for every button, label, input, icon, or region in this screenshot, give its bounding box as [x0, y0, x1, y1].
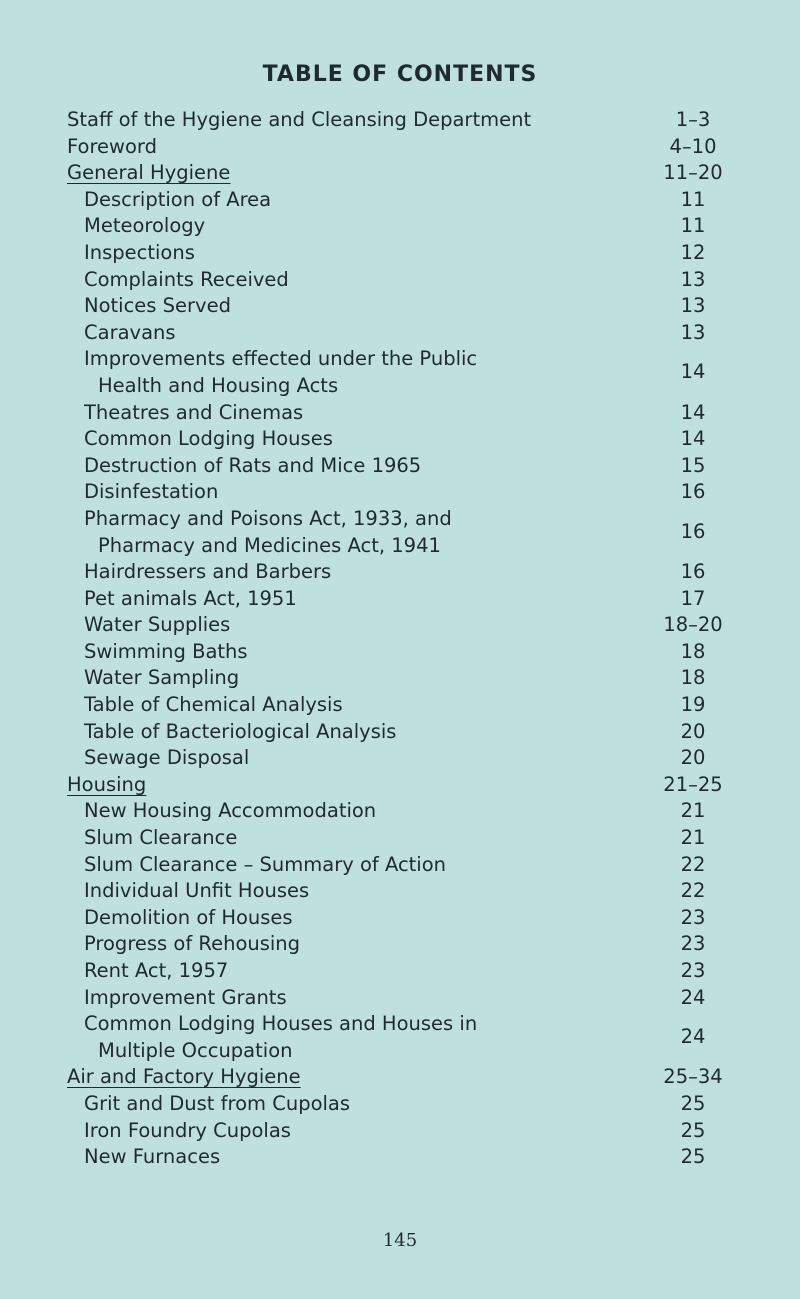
- toc-page-number: 12: [680, 240, 706, 264]
- toc-page-number: 18: [680, 666, 706, 690]
- toc-entry: [0, 931, 800, 958]
- toc-page-number: 13: [680, 320, 706, 344]
- toc-entry-title: [84, 293, 231, 320]
- toc-entry: [0, 1144, 800, 1171]
- toc-entry-label: General Hygiene: [67, 161, 231, 185]
- toc-entry-title: [84, 719, 396, 746]
- toc-entry-label: Housing: [67, 772, 147, 796]
- toc-entry-title: [84, 187, 271, 214]
- toc-page-number: 23: [680, 905, 706, 929]
- toc-entry: [0, 320, 800, 347]
- toc-entry: [0, 692, 800, 719]
- toc-entry: [0, 958, 800, 985]
- toc-page-number: 14: [680, 427, 706, 451]
- toc-entry-label: Table of Bacteriological Analysis: [84, 719, 397, 743]
- toc-entry: [0, 267, 800, 294]
- toc-page-number: 25–34: [663, 1065, 723, 1089]
- toc-entry: [0, 639, 800, 666]
- toc-entry: [0, 1064, 800, 1091]
- toc-entry-title: [84, 905, 293, 932]
- toc-page-number: 25: [680, 1145, 706, 1169]
- toc-page-number: 20: [680, 719, 706, 743]
- toc-page-number: 11: [680, 214, 706, 238]
- toc-entry-label: Staff of the Hygiene and Cleansing Department: [67, 108, 532, 131]
- toc-page-number: 21: [680, 799, 706, 823]
- toc-page-number: 21: [680, 826, 706, 850]
- toc-entry-label: Improvement Grants: [84, 985, 287, 1009]
- toc-page-number: 11–20: [663, 161, 723, 185]
- toc-page-number: 1–3: [675, 108, 711, 131]
- toc-entry-label: Inspections: [84, 240, 195, 264]
- toc-page-number: 18–20: [663, 613, 723, 637]
- toc-entry-title: [84, 506, 452, 559]
- toc-entry-title: [84, 1011, 477, 1064]
- toc-entry: [0, 878, 800, 905]
- toc-page-number: 17: [680, 586, 706, 610]
- toc-page-number: 16: [680, 560, 706, 584]
- toc-entry-label: Individual Unfit Houses: [84, 879, 310, 903]
- toc-entry-title: [84, 559, 331, 586]
- toc-entry-title: [84, 612, 230, 639]
- toc-entry-label: Improvements effected under the Public: [84, 347, 478, 371]
- toc-entry-label: Table of Chemical Analysis: [84, 693, 343, 717]
- toc-entry-title: [84, 825, 237, 852]
- toc-entry-title: [84, 958, 228, 985]
- toc-entry: [0, 665, 800, 692]
- toc-entry: [0, 905, 800, 932]
- toc-entry-title: [84, 453, 421, 480]
- toc-entry-title: [84, 878, 309, 905]
- toc-page-number: 22: [680, 852, 706, 876]
- toc-page-number: 20: [680, 746, 706, 770]
- toc-entry-title: [84, 320, 176, 347]
- toc-entry: [0, 240, 800, 267]
- toc-entry-label: Swimming Baths: [84, 639, 248, 663]
- toc-page-number: 16: [680, 480, 706, 504]
- toc-entry: [0, 745, 800, 772]
- toc-page-number: 25: [680, 1118, 706, 1142]
- toc-entry: [0, 586, 800, 613]
- toc-entry-title: [84, 586, 297, 613]
- toc-page-number: 13: [680, 267, 706, 291]
- toc-entry-continuation: Pharmacy and Medicines Act, 1941: [98, 533, 441, 557]
- toc-entry-label: Caravans: [84, 320, 176, 344]
- toc-page-number: 4–10: [669, 134, 717, 158]
- toc-page-number: 23: [680, 932, 706, 956]
- toc-entry: [0, 160, 800, 187]
- toc-entry: [0, 426, 800, 453]
- toc-entry-label: Water Supplies: [84, 613, 231, 637]
- toc-entry-continuation: Multiple Occupation: [98, 1038, 293, 1062]
- toc-entry-label: Foreword: [67, 134, 157, 158]
- toc-entry: [0, 612, 800, 639]
- toc-entry: [0, 187, 800, 214]
- toc-page-number: 24: [680, 985, 706, 1009]
- section-heading: [67, 160, 230, 187]
- toc-entry-label: Pet animals Act, 1951: [84, 586, 297, 610]
- toc-entry-label: Pharmacy and Poisons Act, 1933, and: [84, 506, 452, 530]
- toc-entry: [0, 559, 800, 586]
- toc-entry-title: [84, 692, 343, 719]
- toc-entry: [0, 798, 800, 825]
- toc-entry: [0, 1118, 800, 1145]
- toc-entry: [0, 852, 800, 879]
- toc-page-number: 18: [680, 639, 706, 663]
- toc-page-number: 22: [680, 879, 706, 903]
- toc-page-number: 24: [680, 1025, 706, 1049]
- toc-page-number: 15: [680, 453, 706, 477]
- toc-entry: [0, 293, 800, 320]
- toc-entry-label: Hairdressers and Barbers: [84, 560, 332, 584]
- toc-entry: [0, 213, 800, 240]
- toc-entry-label: Progress of Rehousing: [84, 932, 301, 956]
- toc-page-number: 23: [680, 959, 706, 982]
- table-of-contents: [0, 107, 800, 1171]
- toc-entry-label: Destruction of Rats and Mice 1965: [84, 453, 422, 477]
- toc-entry: [0, 453, 800, 480]
- toc-entry-label: New Housing Accommodation: [84, 799, 377, 823]
- toc-entry-label: Meteorology: [84, 214, 206, 238]
- toc-entry-title: [84, 213, 205, 240]
- toc-entry-title: [84, 1144, 220, 1171]
- page-number: 145: [382, 1230, 418, 1251]
- toc-entry-title: [84, 1118, 291, 1145]
- toc-entry-title: [67, 107, 531, 134]
- toc-page-number: 13: [680, 294, 706, 318]
- toc-entry-label: Common Lodging Houses and Houses in: [84, 1012, 478, 1036]
- toc-entry-label: Theatres and Cinemas: [84, 400, 304, 424]
- toc-entry: [0, 479, 800, 506]
- toc-page-number: 19: [680, 693, 706, 717]
- section-heading: [67, 772, 146, 799]
- toc-page-number: 11: [680, 187, 706, 211]
- toc-entry-continuation: Health and Housing Acts: [98, 373, 339, 397]
- toc-entry-title: [84, 240, 195, 267]
- toc-entry: [0, 1091, 800, 1118]
- toc-entry-title: [84, 346, 477, 399]
- toc-entry-label: Description of Area: [84, 187, 272, 211]
- toc-page-number: 25: [680, 1091, 706, 1115]
- toc-entry-title: [84, 400, 303, 427]
- toc-entry-title: [84, 745, 249, 772]
- toc-entry: [0, 1011, 800, 1064]
- toc-entry-title: [67, 134, 157, 161]
- toc-entry-label: Rent Act, 1957: [84, 959, 229, 982]
- toc-entry-label: Iron Foundry Cupolas: [84, 1118, 291, 1142]
- toc-entry-label: Complaints Received: [84, 267, 289, 291]
- toc-page-number: 14: [680, 400, 706, 424]
- toc-entry-title: [84, 267, 289, 294]
- toc-entry-title: [84, 665, 239, 692]
- toc-page-number: 16: [680, 519, 706, 543]
- toc-entry: [0, 825, 800, 852]
- toc-entry-title: [84, 479, 218, 506]
- toc-entry-label: Disinfestation: [84, 480, 219, 504]
- toc-entry-title: [84, 931, 300, 958]
- toc-entry: [0, 107, 800, 134]
- toc-entry: [0, 985, 800, 1012]
- toc-entry-label: Water Sampling: [84, 666, 240, 690]
- section-heading: [67, 1064, 301, 1091]
- toc-entry: [0, 134, 800, 161]
- toc-entry-title: [84, 852, 446, 879]
- toc-entry-label: Sewage Disposal: [84, 746, 250, 770]
- toc-entry-label: Demolition of Houses: [84, 905, 293, 929]
- toc-page-number: 21–25: [663, 772, 723, 796]
- toc-entry-title: [84, 426, 333, 453]
- toc-entry-label: New Furnaces: [84, 1145, 221, 1169]
- toc-entry-label: Slum Clearance: [84, 826, 238, 850]
- toc-entry: [0, 772, 800, 799]
- toc-entry-title: [84, 639, 248, 666]
- toc-entry-label: Common Lodging Houses: [84, 427, 333, 451]
- page-title: TABLE OF CONTENTS: [262, 62, 538, 87]
- toc-entry-label: Grit and Dust from Cupolas: [84, 1091, 351, 1115]
- toc-page-number: 14: [680, 360, 706, 384]
- toc-entry: [0, 719, 800, 746]
- toc-entry-label: Notices Served: [84, 294, 231, 318]
- toc-entry-label: Air and Factory Hygiene: [67, 1065, 301, 1089]
- toc-entry-title: [84, 1091, 350, 1118]
- toc-entry: [0, 506, 800, 559]
- toc-entry-title: [84, 798, 376, 825]
- toc-entry: [0, 400, 800, 427]
- toc-entry-title: [84, 985, 287, 1012]
- toc-entry-label: Slum Clearance – Summary of Action: [84, 852, 447, 876]
- toc-entry: [0, 346, 800, 399]
